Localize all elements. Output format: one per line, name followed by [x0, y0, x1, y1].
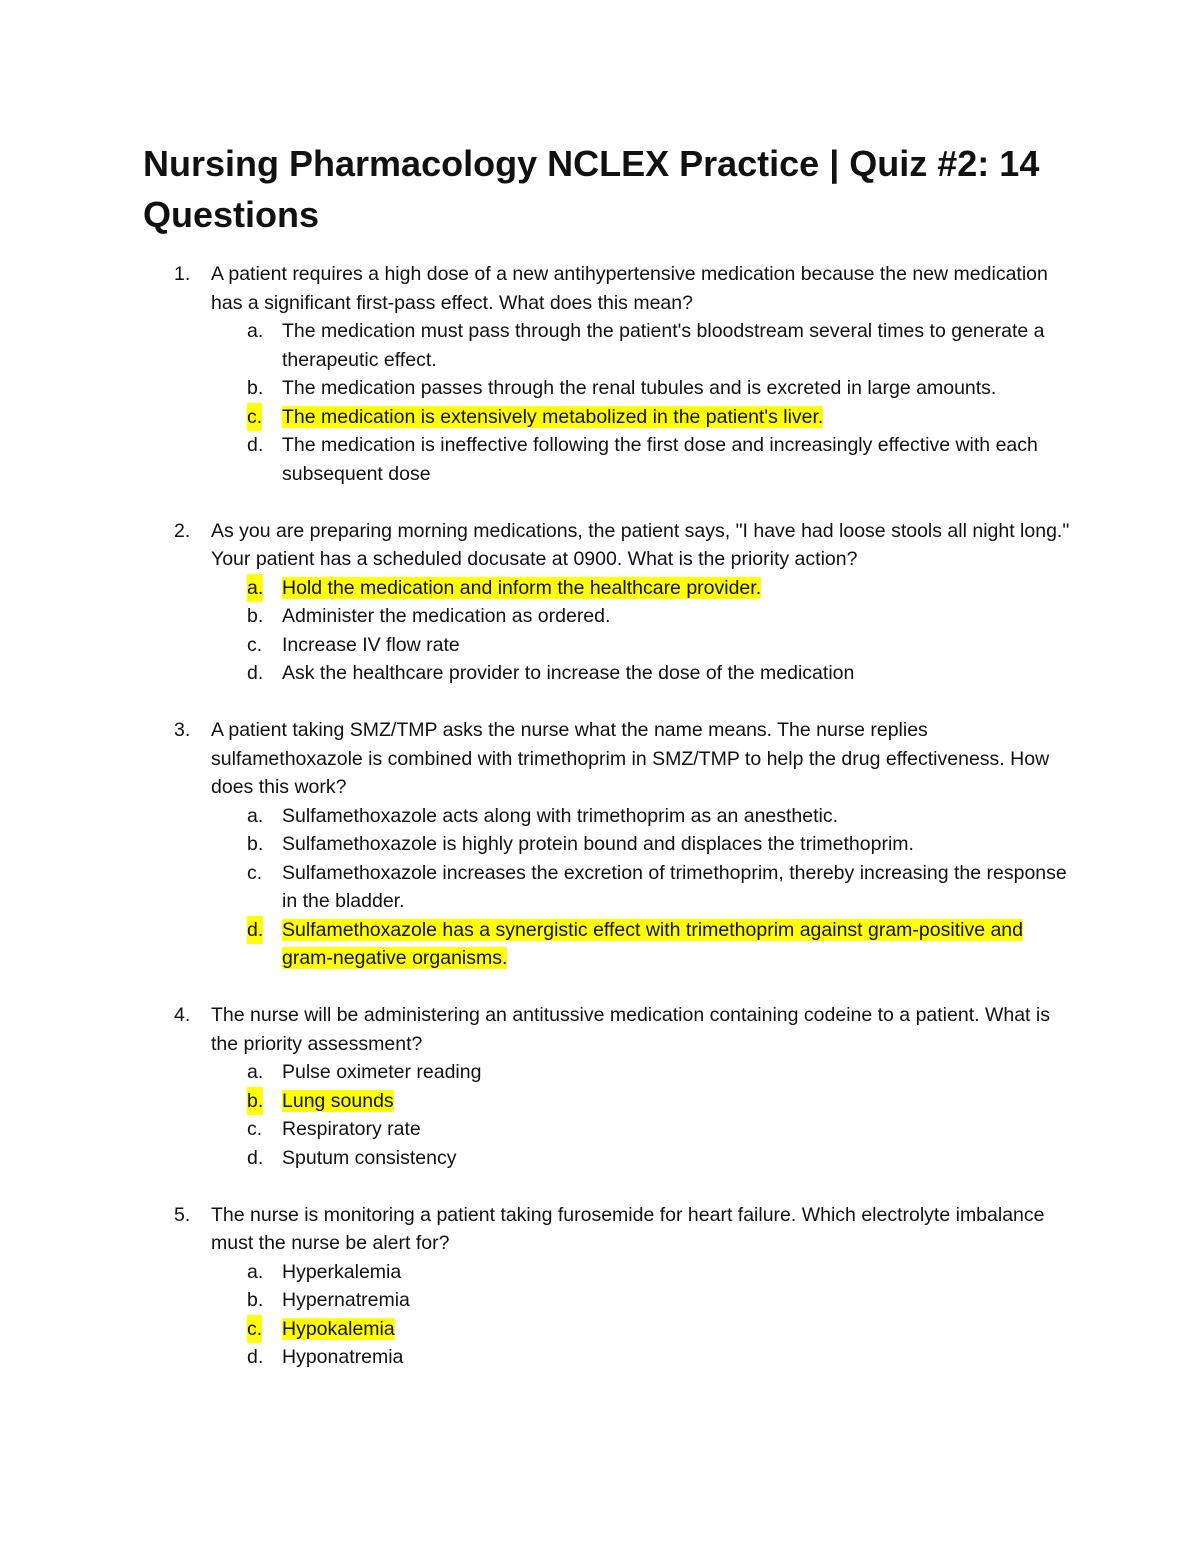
option-text: The medication is extensively metabolized in the patient's liver. — [282, 405, 824, 428]
option-text: Hypernatremia — [282, 1289, 410, 1311]
answer-option-correct — [143, 916, 1073, 973]
answer-options — [211, 1058, 1073, 1172]
answer-options — [211, 574, 1073, 688]
option-letter: c. — [247, 1118, 263, 1140]
question-item — [143, 716, 1073, 973]
answer-options — [211, 1258, 1073, 1372]
answer-option — [143, 1058, 1073, 1087]
option-letter: c. — [247, 1315, 262, 1344]
question-number: 4. — [174, 1004, 191, 1026]
option-text: Sulfamethoxazole is highly protein bound and displaces the trimethoprim. — [282, 833, 914, 855]
option-letter: a. — [247, 1061, 264, 1083]
option-letter: c. — [247, 403, 262, 432]
option-letter: c. — [247, 633, 263, 656]
option-letter: c. — [247, 861, 263, 884]
answer-option — [143, 374, 1073, 403]
option-letter: d. — [247, 1346, 264, 1368]
option-text: The medication passes through the renal tubules and is excreted in large amounts. — [282, 377, 997, 399]
question-number: 1. — [174, 263, 191, 285]
option-text: Increase IV flow rate — [282, 633, 460, 656]
answer-option — [143, 859, 1073, 916]
document-page — [143, 138, 1073, 1400]
option-text: Ask the healthcare provider to increase the dose of the medication — [282, 662, 855, 684]
option-letter: a. — [247, 1260, 264, 1283]
option-text: Sulfamethoxazole increases the excretion of trimethoprim, thereby increasing the response in the bladder. — [282, 861, 1067, 912]
question-item — [143, 260, 1073, 488]
answer-option — [143, 631, 1073, 660]
option-text: The medication must pass through the patient's bloodstream several times to generate a therapeutic effect. — [282, 320, 1045, 371]
question-text: The nurse is monitoring a patient taking furosemide for heart failure. Which electrolyte imbalance must the nurse be alert for? — [211, 1203, 1045, 1254]
answer-option — [143, 602, 1073, 631]
option-letter: a. — [247, 574, 263, 603]
answer-option — [143, 1286, 1073, 1315]
answer-options — [211, 802, 1073, 973]
option-letter: d. — [247, 662, 264, 684]
option-letter: a. — [247, 320, 264, 342]
answer-options — [211, 317, 1073, 488]
answer-option — [143, 1343, 1073, 1372]
option-letter: d. — [247, 916, 263, 945]
option-text: Hypokalemia — [282, 1317, 395, 1340]
option-letter: b. — [247, 833, 264, 855]
option-text: Sulfamethoxazole acts along with trimethoprim as an anesthetic. — [282, 804, 839, 827]
question-item — [143, 517, 1073, 688]
answer-option — [143, 830, 1073, 859]
question-text: The nurse will be administering an antitussive medication containing codeine to a patient. What is the priority assessment? — [211, 1004, 1050, 1055]
question-text: A patient taking SMZ/TMP asks the nurse what the name means. The nurse replies sulfamethoxazole is combined with trimethoprim in SMZ/TMP to help the drug effectiveness. How does this work? — [211, 719, 1050, 798]
option-text: Respiratory rate — [282, 1118, 421, 1140]
option-letter: b. — [247, 377, 264, 399]
option-text: Administer the medication as ordered. — [282, 605, 611, 627]
question-item — [143, 1001, 1073, 1172]
option-text: Sulfamethoxazole has a synergistic effect with trimethoprim against gram-positive and gram-negative organisms. — [282, 918, 1023, 969]
document-title: Nursing Pharmacology NCLEX Practice | Quiz #2: 14 Questions — [143, 143, 1040, 235]
question-number: 5. — [174, 1203, 191, 1226]
option-letter: b. — [247, 605, 264, 627]
answer-option-correct — [143, 1087, 1073, 1116]
answer-option — [143, 431, 1073, 488]
option-text: Hyponatremia — [282, 1346, 404, 1368]
answer-option — [143, 1144, 1073, 1173]
answer-option — [143, 317, 1073, 374]
answer-option-correct — [143, 574, 1073, 603]
question-list — [143, 260, 1073, 1372]
option-text: Hyperkalemia — [282, 1260, 402, 1283]
question-text: A patient requires a high dose of a new antihypertensive medication because the new medication has a significant first-pass effect. What does this mean? — [211, 263, 1048, 314]
option-text: Sputum consistency — [282, 1146, 457, 1169]
option-letter: a. — [247, 804, 264, 827]
answer-option-correct — [143, 403, 1073, 432]
option-text: Lung sounds — [282, 1089, 394, 1112]
option-text: Hold the medication and inform the healthcare provider. — [282, 576, 762, 599]
option-letter: b. — [247, 1087, 263, 1116]
option-letter: d. — [247, 1146, 264, 1169]
answer-option — [143, 802, 1073, 831]
option-text: Pulse oximeter reading — [282, 1061, 482, 1083]
option-letter: d. — [247, 434, 264, 456]
option-letter: b. — [247, 1289, 264, 1311]
answer-option — [143, 1115, 1073, 1144]
question-number: 2. — [174, 519, 191, 542]
question-text: As you are preparing morning medications, the patient says, "I have had loose stools all night long." Your patient has a scheduled docusate at 0900. What is the priority action? — [211, 519, 1070, 570]
option-text: The medication is ineffective following the first dose and increasingly effective with each subsequent dose — [282, 434, 1038, 485]
answer-option-correct — [143, 1315, 1073, 1344]
question-number: 3. — [174, 719, 191, 741]
answer-option — [143, 659, 1073, 688]
answer-option — [143, 1258, 1073, 1287]
question-item — [143, 1201, 1073, 1372]
